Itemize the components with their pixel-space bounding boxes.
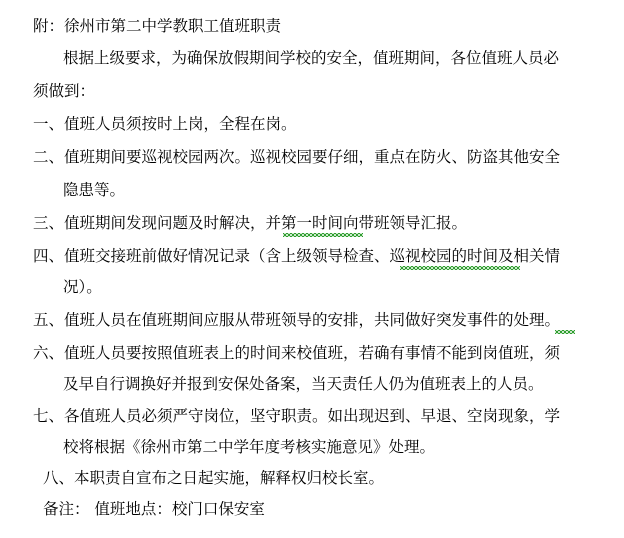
duty-item-2-line-1: 二、值班期间要巡视校园两次。巡视校园要仔细，重点在防火、防盗其他安全 xyxy=(33,148,561,166)
duty-item-6-line-1: 六、值班人员要按照值班表上的时间来校值班，若确有事情不能到岗值班，须 xyxy=(33,344,561,362)
duty-item-4-line-1: 四、值班交接班前做好情况记录（含上级领导检查、巡视校园的时间及相关情 xyxy=(33,247,561,265)
grammar-underline xyxy=(555,330,575,334)
duty-item-7-line-2: 校将根据《徐州市第二中学年度考核实施意见》处理。 xyxy=(63,438,436,456)
duty-item-8: 八、本职责自宣布之日起实施，解释权归校长室。 xyxy=(43,469,385,487)
remark: 备注： 值班地点：校门口保安室 xyxy=(43,500,265,518)
duty-item-7-line-1: 七、各值班人员必须严守岗位，坚守职责。如出现迟到、早退、空岗现象，学 xyxy=(33,407,561,425)
document-title: 附：徐州市第二中学教职工值班职责 xyxy=(33,17,282,35)
duty-item-2-line-2: 隐患等。 xyxy=(63,181,126,199)
grammar-underline xyxy=(400,266,520,270)
intro-line-1: 根据上级要求，为确保放假期间学校的安全，值班期间，各位值班人员必 xyxy=(63,49,560,67)
intro-line-2: 须做到： xyxy=(33,82,96,100)
duty-item-6-line-2: 及早自行调换好并报到安保处备案，当天责任人仍为值班表上的人员。 xyxy=(63,375,544,393)
duty-item-1: 一、值班人员须按时上岗，全程在岗。 xyxy=(33,115,297,133)
grammar-underline xyxy=(283,233,363,237)
duty-item-3: 三、值班期间发现问题及时解决，并第一时间向带班领导汇报。 xyxy=(33,214,468,232)
duty-item-4-line-2: 况）。 xyxy=(63,278,102,296)
duty-item-5: 五、值班人员在值班期间应服从带班领导的安排，共同做好突发事件的处理。 xyxy=(33,311,561,329)
